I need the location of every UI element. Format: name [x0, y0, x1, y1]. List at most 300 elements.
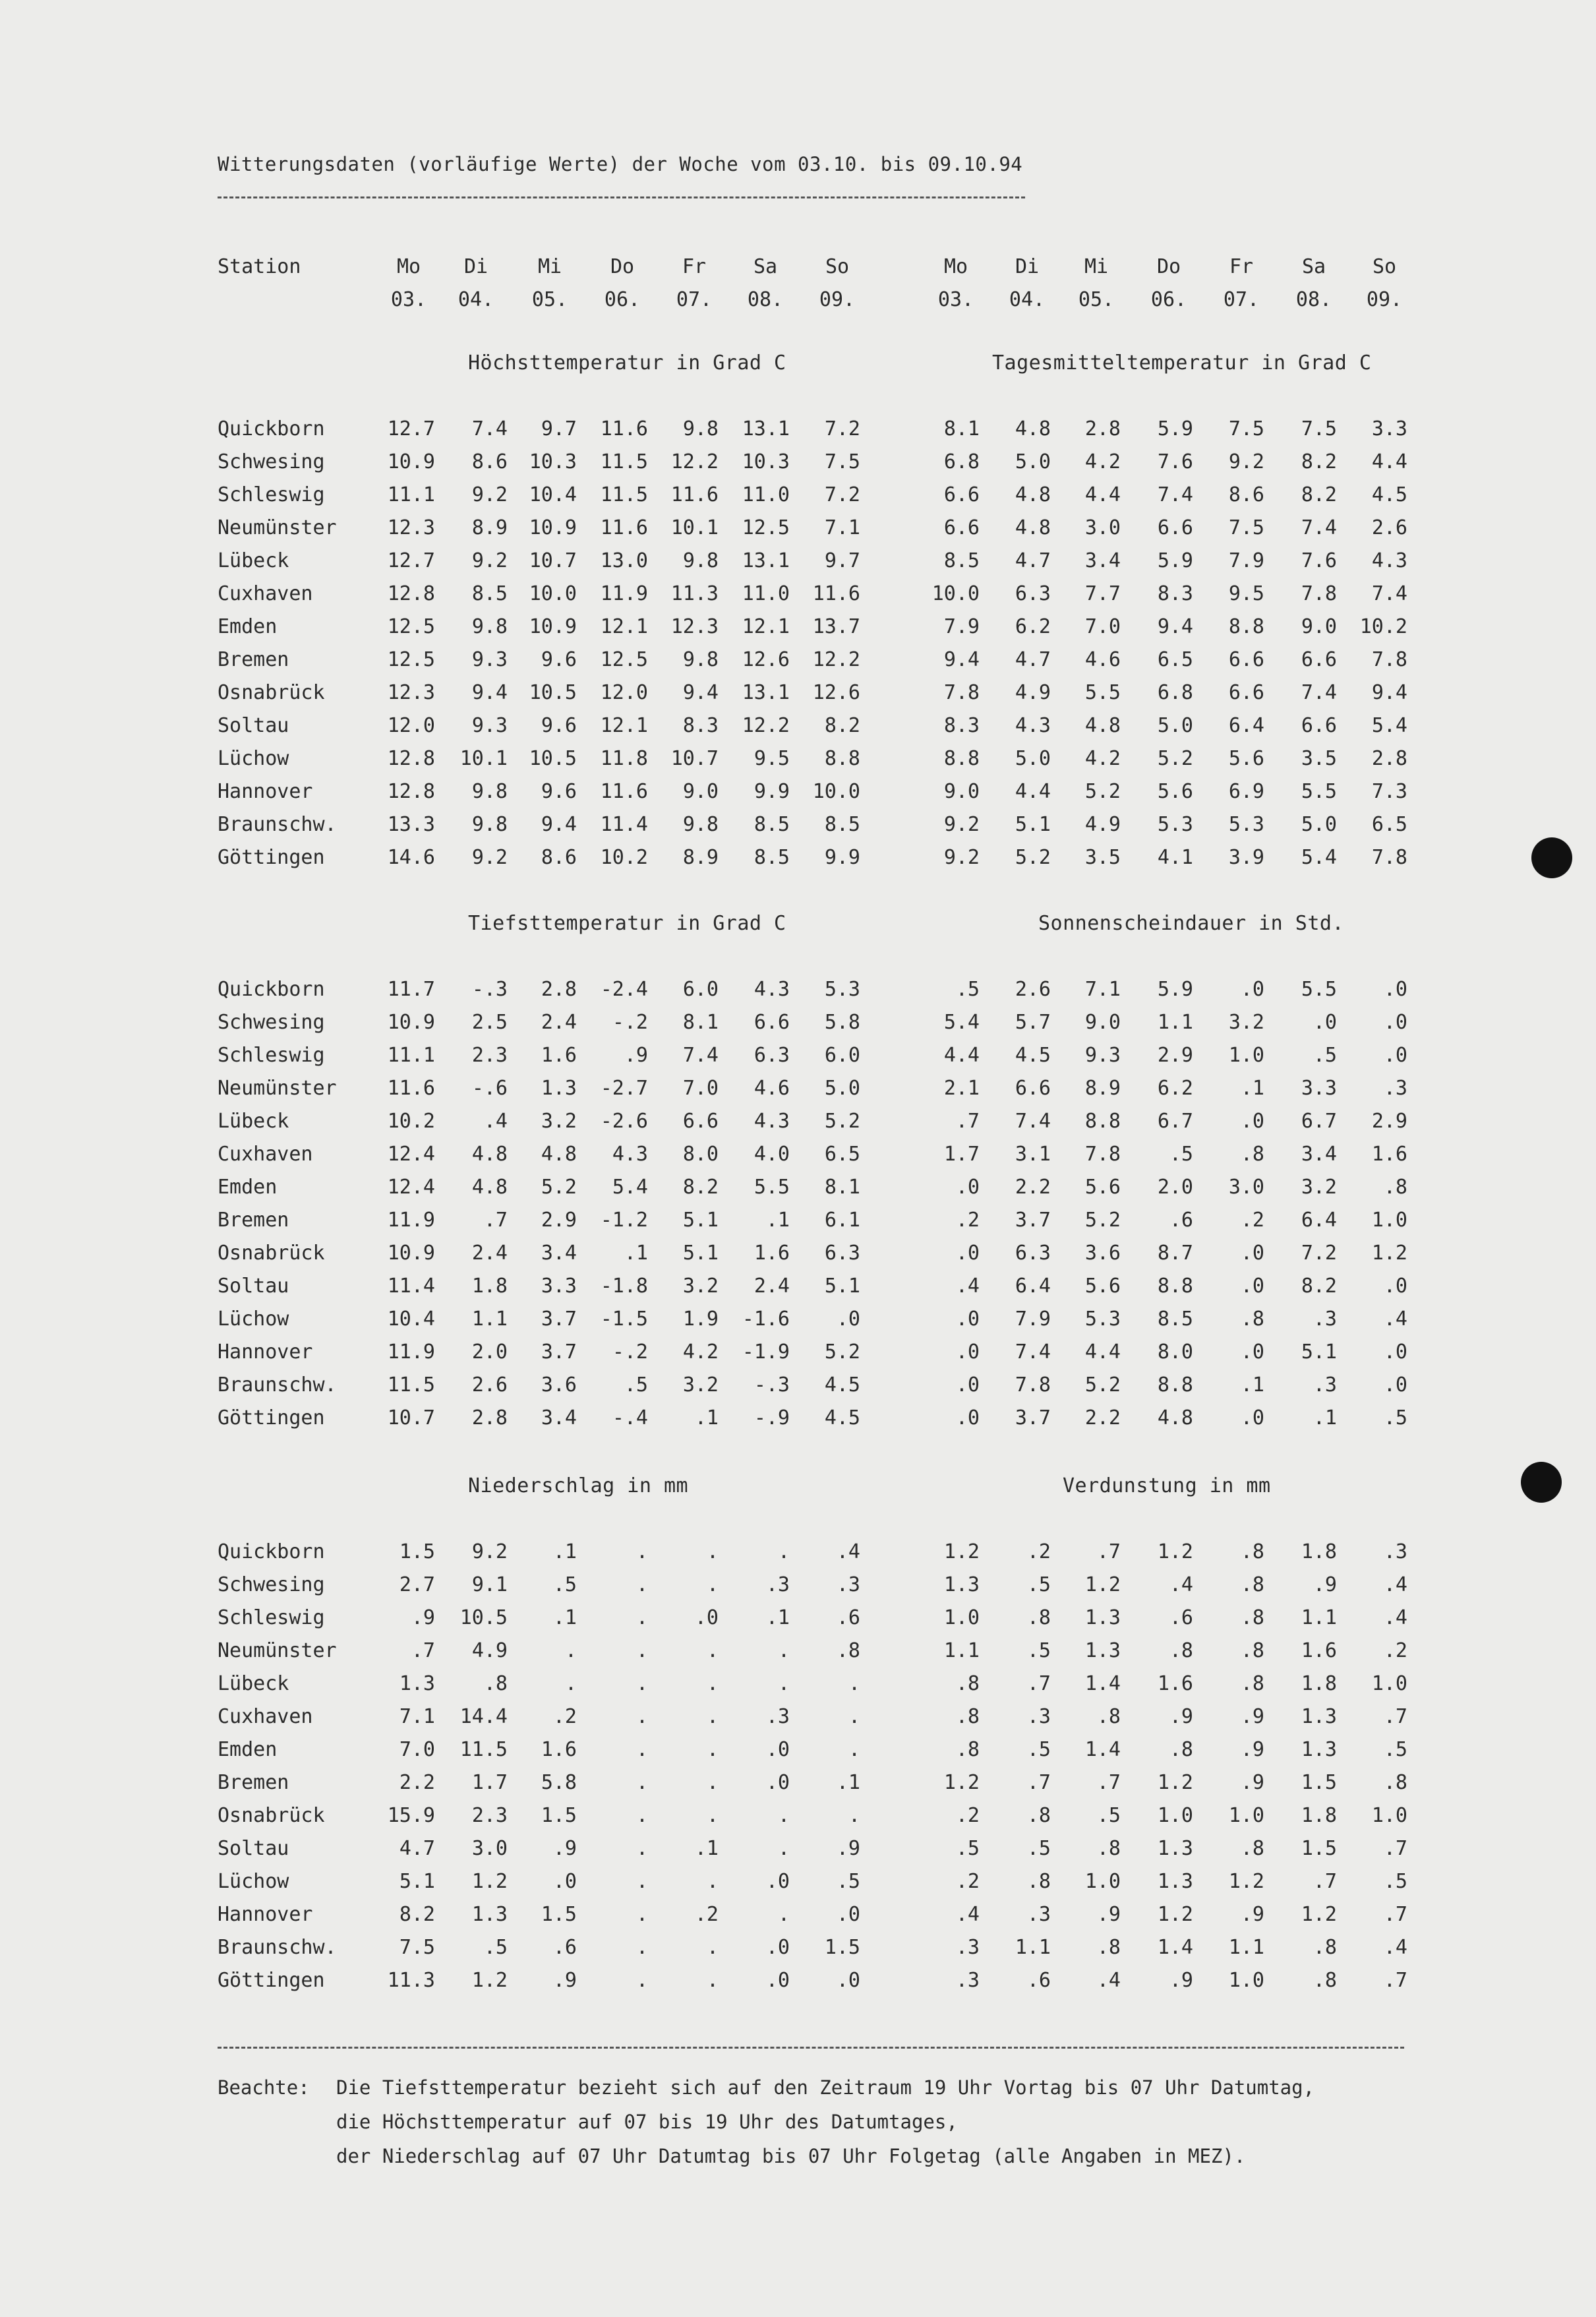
value-cell: .0 [955, 1176, 980, 1199]
value-cell: 11.3 [670, 582, 719, 605]
day-name: Do [1156, 255, 1181, 278]
value-cell: -.4 [612, 1406, 648, 1429]
table-row [0, 1606, 1596, 1639]
value-cell: . [564, 1672, 577, 1695]
value-cell: .5 [1169, 1143, 1193, 1166]
value-cell: 1.8 [1301, 1540, 1337, 1563]
value-cell: .5 [1383, 1406, 1407, 1429]
day-name: Mi [537, 255, 562, 278]
value-cell: 8.5 [824, 813, 860, 836]
value-cell: 10.3 [742, 450, 790, 473]
value-cell: 6.5 [824, 1143, 860, 1166]
value-cell: 3.4 [1301, 1143, 1337, 1166]
value-cell: 8.3 [682, 714, 719, 737]
value-cell: 8.8 [943, 747, 980, 770]
day-date: 09. [819, 288, 856, 311]
table-row [0, 1340, 1596, 1373]
value-cell: 1.5 [824, 1936, 860, 1959]
station-name: Hannover [218, 1903, 313, 1926]
value-cell: 1.3 [1084, 1606, 1121, 1629]
value-cell: 4.7 [399, 1837, 435, 1860]
value-cell: 7.8 [1084, 1143, 1121, 1166]
value-cell: .6 [1169, 1209, 1193, 1232]
value-cell: 4.8 [1084, 714, 1121, 737]
value-cell: 11.6 [670, 483, 719, 506]
value-cell: 7.5 [1228, 516, 1264, 539]
value-cell: 7.9 [943, 615, 980, 638]
value-cell: 2.8 [1084, 417, 1121, 440]
table-row [0, 1804, 1596, 1837]
value-cell: .0 [552, 1870, 577, 1893]
value-cell: 10.7 [529, 549, 577, 572]
value-cell: 6.9 [1228, 780, 1264, 803]
value-cell: 4.9 [1015, 681, 1051, 704]
value-cell: 7.8 [1371, 846, 1407, 869]
value-cell: 2.0 [1157, 1176, 1193, 1199]
value-cell: 7.4 [1371, 582, 1407, 605]
value-cell: 9.2 [943, 846, 980, 869]
value-cell: 2.6 [1015, 978, 1051, 1001]
value-cell: 12.7 [387, 549, 435, 572]
value-cell: .7 [1313, 1870, 1337, 1893]
day-date: 03. [937, 288, 974, 311]
value-cell: .9 [411, 1606, 435, 1629]
station-name: Göttingen [218, 846, 325, 869]
value-cell: 5.0 [824, 1077, 860, 1100]
value-cell: 12.2 [742, 714, 790, 737]
value-cell: .1 [1313, 1406, 1337, 1429]
table-row [0, 1110, 1596, 1143]
value-cell: 1.1 [471, 1308, 508, 1331]
value-cell: 5.4 [1301, 846, 1337, 869]
value-cell: 4.8 [1015, 417, 1051, 440]
value-cell: 5.6 [1157, 780, 1193, 803]
value-cell: .0 [1383, 1011, 1407, 1034]
value-cell: 11.9 [600, 582, 648, 605]
day-date: 08. [747, 288, 784, 311]
value-cell: . [777, 1639, 790, 1662]
table-row [0, 1837, 1596, 1870]
value-cell: 5.2 [1084, 1209, 1121, 1232]
value-cell: 5.4 [943, 1011, 980, 1034]
value-cell: 5.5 [754, 1176, 790, 1199]
value-cell: 3.5 [1084, 846, 1121, 869]
table-row [0, 1870, 1596, 1903]
value-cell: .0 [765, 1870, 790, 1893]
table-row [0, 714, 1596, 747]
station-name: Schwesing [218, 1573, 325, 1596]
station-name: Schleswig [218, 1606, 325, 1629]
value-cell: 4.2 [1084, 450, 1121, 473]
value-cell: 5.5 [1301, 780, 1337, 803]
value-cell: . [848, 1672, 860, 1695]
value-cell: -2.4 [600, 978, 648, 1001]
value-cell: . [706, 1573, 719, 1596]
value-cell: 4.2 [1084, 747, 1121, 770]
value-cell: .6 [836, 1606, 860, 1629]
value-cell: 3.2 [682, 1275, 719, 1298]
station-name: Osnabrück [218, 1804, 325, 1827]
value-cell: 9.8 [471, 813, 508, 836]
value-cell: .9 [1096, 1903, 1121, 1926]
day-date: 05. [1078, 288, 1115, 311]
station-name: Bremen [218, 648, 289, 671]
value-cell: 5.5 [1084, 681, 1121, 704]
value-cell: 8.8 [1157, 1373, 1193, 1397]
value-cell: 4.8 [471, 1176, 508, 1199]
day-date: 06. [1150, 288, 1187, 311]
value-cell: 1.8 [1301, 1804, 1337, 1827]
value-cell: 11.5 [600, 483, 648, 506]
value-cell: 9.6 [541, 714, 577, 737]
value-cell: 5.9 [1157, 978, 1193, 1001]
value-cell: . [635, 1606, 648, 1629]
value-cell: 10.4 [387, 1308, 435, 1331]
day-header [1351, 251, 1417, 316]
value-cell: 1.4 [1157, 1936, 1193, 1959]
value-cell: 7.9 [1228, 549, 1264, 572]
value-cell: .8 [1240, 1143, 1264, 1166]
value-cell: . [635, 1870, 648, 1893]
value-cell: .9 [1240, 1705, 1264, 1728]
station-name: Soltau [218, 1275, 289, 1298]
day-name: Di [1015, 255, 1040, 278]
value-cell: .8 [1240, 1672, 1264, 1695]
value-cell: .3 [1026, 1705, 1051, 1728]
value-cell: 3.4 [1084, 549, 1121, 572]
day-header [443, 251, 509, 316]
value-cell: 9.0 [1301, 615, 1337, 638]
value-cell: .0 [836, 1308, 860, 1331]
value-cell: 1.4 [1084, 1738, 1121, 1761]
station-name: Quickborn [218, 1540, 325, 1563]
table-row [0, 1406, 1596, 1439]
value-cell: .4 [1383, 1308, 1407, 1331]
value-cell: . [777, 1837, 790, 1860]
value-cell: 5.6 [1084, 1275, 1121, 1298]
value-cell: 14.4 [459, 1705, 508, 1728]
value-cell: . [706, 1969, 719, 1992]
value-cell: 3.3 [1371, 417, 1407, 440]
value-cell: 3.0 [471, 1837, 508, 1860]
value-cell: -1.8 [600, 1275, 648, 1298]
value-cell: 10.9 [387, 450, 435, 473]
day-date: 08. [1295, 288, 1332, 311]
value-cell: 1.6 [1301, 1639, 1337, 1662]
section-title-left: Niederschlag in mm [468, 1474, 689, 1497]
value-cell: .5 [483, 1936, 508, 1959]
value-cell: 2.6 [471, 1373, 508, 1397]
value-cell: 1.3 [471, 1903, 508, 1926]
value-cell: .3 [1313, 1308, 1337, 1331]
value-cell: . [706, 1870, 719, 1893]
value-cell: 7.0 [682, 1077, 719, 1100]
value-cell: -1.9 [742, 1340, 790, 1364]
value-cell: 8.7 [1157, 1242, 1193, 1265]
day-date: 09. [1366, 288, 1403, 311]
value-cell: 4.9 [471, 1639, 508, 1662]
value-cell: .1 [624, 1242, 648, 1265]
value-cell: 4.4 [1084, 1340, 1121, 1364]
table-row [0, 1540, 1596, 1573]
value-cell: . [635, 1969, 648, 1992]
value-cell: 3.0 [1228, 1176, 1264, 1199]
value-cell: 4.3 [754, 978, 790, 1001]
value-cell: .5 [1096, 1804, 1121, 1827]
value-cell: 1.1 [1301, 1606, 1337, 1629]
day-date: 04. [1009, 288, 1046, 311]
station-name: Emden [218, 615, 278, 638]
value-cell: 2.7 [399, 1573, 435, 1596]
value-cell: 10.9 [387, 1011, 435, 1034]
value-cell: 12.8 [387, 780, 435, 803]
value-cell: .9 [1169, 1705, 1193, 1728]
value-cell: 4.6 [1084, 648, 1121, 671]
value-cell: 5.7 [1015, 1011, 1051, 1034]
value-cell: 4.5 [1371, 483, 1407, 506]
value-cell: 8.0 [1157, 1340, 1193, 1364]
station-name: Lüchow [218, 747, 289, 770]
table-row [0, 516, 1596, 549]
value-cell: .0 [765, 1969, 790, 1992]
value-cell: 1.2 [1228, 1870, 1264, 1893]
value-cell: 1.0 [1228, 1804, 1264, 1827]
value-cell: .7 [483, 1209, 508, 1232]
value-cell: 12.1 [600, 714, 648, 737]
value-cell: 12.6 [742, 648, 790, 671]
value-cell: 6.6 [1015, 1077, 1051, 1100]
table-row [0, 1011, 1596, 1044]
value-cell: . [635, 1936, 648, 1959]
value-cell: .5 [552, 1573, 577, 1596]
value-cell: 3.0 [1084, 516, 1121, 539]
value-cell: 3.6 [541, 1373, 577, 1397]
value-cell: 1.9 [682, 1308, 719, 1331]
value-cell: 11.6 [600, 780, 648, 803]
value-cell: 6.3 [1015, 582, 1051, 605]
station-name: Cuxhaven [218, 582, 313, 605]
table-row [0, 1738, 1596, 1771]
value-cell: .4 [1383, 1573, 1407, 1596]
table-row [0, 1275, 1596, 1308]
value-cell: .8 [1096, 1936, 1121, 1959]
table-row [0, 1209, 1596, 1242]
station-name: Lüchow [218, 1308, 289, 1331]
value-cell: 1.3 [1157, 1837, 1193, 1860]
value-cell: .2 [955, 1804, 980, 1827]
dashed-divider-top [218, 196, 1025, 198]
value-cell: 12.1 [742, 615, 790, 638]
value-cell: 5.5 [1301, 978, 1337, 1001]
value-cell: .3 [1026, 1903, 1051, 1926]
value-cell: 12.8 [387, 582, 435, 605]
document-title: Witterungsdaten (vorläufige Werte) der Woche vom 03.10. bis 09.10.94 [218, 153, 1023, 175]
station-name: Schwesing [218, 450, 325, 473]
value-cell: 5.0 [1301, 813, 1337, 836]
value-cell: 3.7 [1015, 1406, 1051, 1429]
value-cell: . [706, 1705, 719, 1728]
value-cell: 10.7 [387, 1406, 435, 1429]
value-cell: .7 [1096, 1540, 1121, 1563]
value-cell: 10.5 [529, 681, 577, 704]
value-cell: 1.1 [943, 1639, 980, 1662]
value-cell: 7.6 [1301, 549, 1337, 572]
station-name: Lübeck [218, 1110, 289, 1133]
value-cell: 2.9 [1157, 1044, 1193, 1067]
value-cell: 4.4 [1015, 780, 1051, 803]
value-cell: . [635, 1837, 648, 1860]
value-cell: 9.2 [471, 549, 508, 572]
value-cell: 8.9 [471, 516, 508, 539]
value-cell: 4.9 [1084, 813, 1121, 836]
table-row [0, 648, 1596, 681]
table-row [0, 1672, 1596, 1705]
value-cell: 7.8 [1371, 648, 1407, 671]
value-cell: 8.2 [1301, 1275, 1337, 1298]
value-cell: 2.5 [471, 1011, 508, 1034]
value-cell: 3.2 [1228, 1011, 1264, 1034]
value-cell: 10.2 [600, 846, 648, 869]
day-name: Di [463, 255, 488, 278]
value-cell: 9.9 [824, 846, 860, 869]
value-cell: 2.2 [1015, 1176, 1051, 1199]
value-cell: 9.0 [1084, 1011, 1121, 1034]
value-cell: .8 [1169, 1738, 1193, 1761]
value-cell: .4 [1383, 1606, 1407, 1629]
table-row [0, 1771, 1596, 1804]
value-cell: 7.4 [1301, 681, 1337, 704]
value-cell: 1.0 [1228, 1044, 1264, 1067]
value-cell: -.3 [754, 1373, 790, 1397]
table-row [0, 582, 1596, 615]
value-cell: .1 [1240, 1373, 1264, 1397]
value-cell: 7.3 [1371, 780, 1407, 803]
value-cell: .4 [1383, 1936, 1407, 1959]
value-cell: . [635, 1804, 648, 1827]
station-name: Osnabrück [218, 1242, 325, 1265]
value-cell: 11.4 [600, 813, 648, 836]
value-cell: 3.2 [541, 1110, 577, 1133]
value-cell: 11.5 [459, 1738, 508, 1761]
value-cell: 6.4 [1228, 714, 1264, 737]
value-cell: 6.3 [1015, 1242, 1051, 1265]
day-header [1281, 251, 1347, 316]
value-cell: 10.1 [459, 747, 508, 770]
day-name: Fr [682, 255, 707, 278]
value-cell: 6.7 [1157, 1110, 1193, 1133]
value-cell: . [635, 1639, 648, 1662]
value-cell: 13.3 [387, 813, 435, 836]
value-cell: 9.2 [1228, 450, 1264, 473]
value-cell: 7.4 [1157, 483, 1193, 506]
day-date: 03. [390, 288, 427, 311]
value-cell: 11.5 [600, 450, 648, 473]
value-cell: 7.7 [1084, 582, 1121, 605]
value-cell: .4 [1169, 1573, 1193, 1596]
value-cell: 5.9 [1157, 417, 1193, 440]
value-cell: 2.0 [471, 1340, 508, 1364]
value-cell: 12.3 [670, 615, 719, 638]
value-cell: 6.5 [1157, 648, 1193, 671]
value-cell: 7.5 [399, 1936, 435, 1959]
value-cell: 1.5 [1301, 1837, 1337, 1860]
value-cell: .3 [955, 1936, 980, 1959]
value-cell: 7.5 [1301, 417, 1337, 440]
footnote-line: die Höchsttemperatur auf 07 bis 19 Uhr des Datumtages, [336, 2111, 958, 2133]
value-cell: .9 [552, 1837, 577, 1860]
value-cell: .0 [836, 1969, 860, 1992]
value-cell: 1.2 [1157, 1540, 1193, 1563]
value-cell: 1.0 [943, 1606, 980, 1629]
day-header [517, 251, 583, 316]
value-cell: 4.5 [1015, 1044, 1051, 1067]
value-cell: 5.3 [1157, 813, 1193, 836]
value-cell: .5 [1383, 1870, 1407, 1893]
value-cell: .3 [1383, 1540, 1407, 1563]
table-row [0, 1705, 1596, 1738]
station-name: Cuxhaven [218, 1705, 313, 1728]
value-cell: 10.2 [387, 1110, 435, 1133]
value-cell: 8.8 [1157, 1275, 1193, 1298]
value-cell: 11.6 [812, 582, 860, 605]
value-cell: 9.6 [541, 648, 577, 671]
day-name: So [825, 255, 850, 278]
value-cell: 12.4 [387, 1176, 435, 1199]
value-cell: 9.8 [682, 549, 719, 572]
value-cell: 1.3 [541, 1077, 577, 1100]
station-name: Schwesing [218, 1011, 325, 1034]
value-cell: .1 [765, 1606, 790, 1629]
station-name: Soltau [218, 714, 289, 737]
day-header [994, 251, 1060, 316]
value-cell: 2.8 [1371, 747, 1407, 770]
value-cell: 12.4 [387, 1143, 435, 1166]
table-row [0, 813, 1596, 846]
value-cell: 7.4 [1015, 1110, 1051, 1133]
value-cell: 5.1 [682, 1242, 719, 1265]
station-name: Hannover [218, 1340, 313, 1364]
station-name: Bremen [218, 1771, 289, 1794]
value-cell: .8 [1026, 1804, 1051, 1827]
value-cell: 10.0 [812, 780, 860, 803]
value-cell: .8 [483, 1672, 508, 1695]
station-name: Hannover [218, 780, 313, 803]
value-cell: 9.7 [824, 549, 860, 572]
station-name: Neumünster [218, 1077, 337, 1100]
value-cell: 15.9 [387, 1804, 435, 1827]
value-cell: .0 [955, 1242, 980, 1265]
value-cell: .7 [1096, 1771, 1121, 1794]
station-name: Cuxhaven [218, 1143, 313, 1166]
value-cell: 5.0 [1015, 747, 1051, 770]
value-cell: 5.1 [1301, 1340, 1337, 1364]
value-cell: . [564, 1639, 577, 1662]
day-header [1208, 251, 1274, 316]
value-cell: 7.8 [1015, 1373, 1051, 1397]
value-cell: . [777, 1903, 790, 1926]
value-cell: .0 [1240, 1406, 1264, 1429]
day-name: Sa [1301, 255, 1326, 278]
table-row [0, 615, 1596, 648]
day-header [804, 251, 870, 316]
value-cell: 1.6 [1157, 1672, 1193, 1695]
station-name: Braunschw. [218, 813, 337, 836]
station-name: Emden [218, 1738, 278, 1761]
value-cell: 5.0 [1157, 714, 1193, 737]
value-cell: 9.9 [754, 780, 790, 803]
value-cell: 8.2 [824, 714, 860, 737]
day-name: Mo [396, 255, 421, 278]
